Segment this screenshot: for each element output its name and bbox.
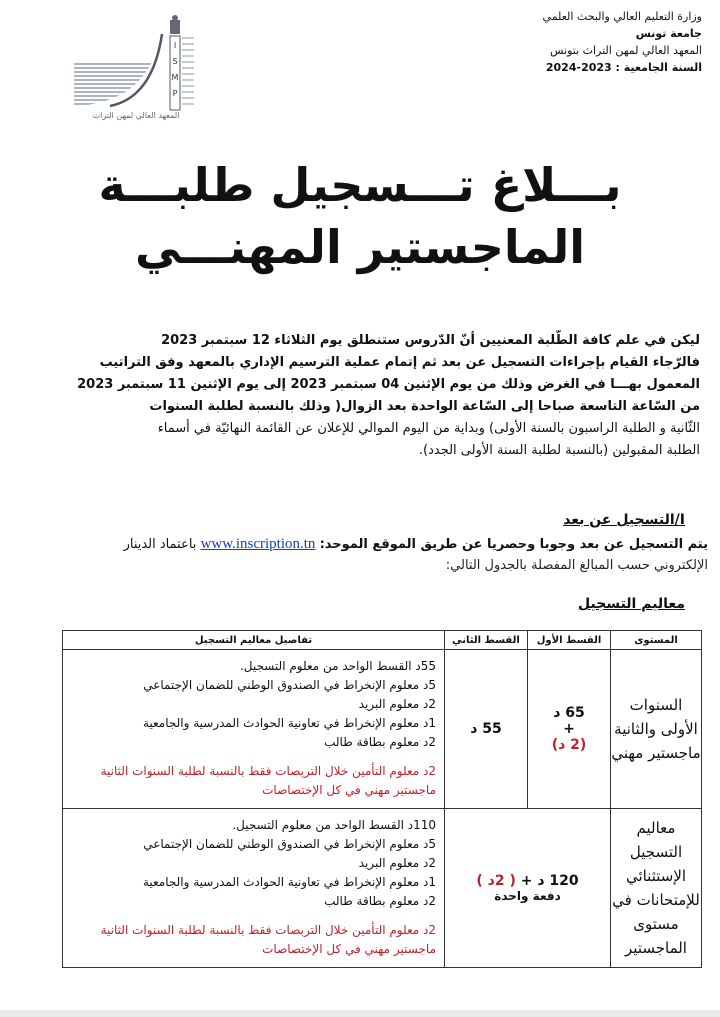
- intro-line: ليكن في علم كافة الطّلبة المعنيين أنّ الدّروس ستنطلق يوم الثلاثاء 12 سبتمبر 2023: [161, 333, 700, 348]
- intro-line: الثّانية و الطلبة الراسبون بالسنة الأولى) وبداية من اليوم الموالي للإعلان عن القائمة النهائيّة في أسماء: [157, 421, 700, 436]
- section-heading-remote-registration: I/التسجيل عن بعد: [563, 512, 685, 528]
- announcement-title-line2: الماجستير المهنـــي: [134, 220, 586, 274]
- page-bottom-edge: [0, 1010, 720, 1017]
- table-row: [63, 809, 702, 968]
- inscription-link[interactable]: www.inscription.tn: [200, 536, 316, 552]
- announcement-title-line1: بـــلاغ تـــسجيل طلبـــة: [98, 158, 622, 212]
- intro-paragraph: [60, 330, 700, 462]
- insurance-note: 2د معلوم التأمين خلال التربصات فقط بالنسبة لطلبة السنوات الثانية ماجستير مهني في كل الإختصاصات: [100, 763, 436, 797]
- combined-fee-insurance: ( 2د ): [476, 873, 516, 889]
- header-level: المستوى: [611, 631, 702, 650]
- registration-instruction: يتم التسجيل عن بعد وجوبا وحصريا عن طريق الموقع الموحد:: [319, 537, 708, 552]
- combined-fee-line: [445, 873, 610, 889]
- university-name: جامعة تونس: [635, 27, 702, 40]
- ministry-name: وزارة التعليم العالي والبحث العلمي: [542, 10, 702, 23]
- detail-item: 2د معلوم بطاقة طالب: [324, 893, 436, 908]
- insurance-note: 2د معلوم التأمين خلال التربصات فقط بالنسبة لطلبة السنوات الثانية ماجستير مهني في كل الإختصاصات: [100, 922, 436, 956]
- detail-item: 1د معلوم الإنخراط في تعاونية الحوادث المدرسية والجامعية: [142, 715, 436, 730]
- installment1-amount: 65 د: [553, 705, 585, 721]
- academic-year: السنة الجامعية : 2023-2024: [545, 61, 702, 74]
- detail-item: 5د معلوم الإنخراط في الصندوق الوطني للضمان الإجتماعي: [143, 836, 436, 851]
- svg-text:M: M: [171, 73, 179, 82]
- detail-item: 2د معلوم البريد: [358, 855, 436, 870]
- registration-instruction-line2: الإلكتروني حسب المبالغ المفصلة بالجدول التالي:: [445, 558, 708, 573]
- row-combined-fee: [445, 809, 611, 968]
- row-level: معاليم التسجيل الإستثنائي للإمتحانات في مستوى الماجستير: [611, 809, 702, 968]
- installment1-plus: +: [563, 721, 575, 737]
- detail-item: 55د القسط الواحد من معلوم التسجيل.: [239, 658, 436, 673]
- row-level: السنوات الأولى والثانية ماجستير مهني: [611, 650, 702, 809]
- intro-line: المعمول بهـــا في الغرض وذلك من يوم الإثنين 04 سبتمبر 2023 إلى يوم الإثنين 11 سبتمبر 2023: [77, 377, 700, 392]
- institute-logo-icon: [70, 14, 200, 124]
- svg-text:I: I: [173, 41, 177, 50]
- row-details: [63, 809, 445, 968]
- row-details: [63, 650, 445, 809]
- detail-item: 2د معلوم البريد: [358, 696, 436, 711]
- row-installment2: 55 د: [445, 650, 528, 809]
- installment1-insurance: (2 د): [551, 737, 587, 753]
- table-header-row: [63, 631, 702, 650]
- svg-text:S: S: [172, 57, 178, 66]
- detail-item: 5د معلوم الإنخراط في الصندوق الوطني للضمان الإجتماعي: [143, 677, 436, 692]
- header-installment2: القسط الثاني: [445, 631, 528, 650]
- institute-name: المعهد العالي لمهن التراث بتونس: [549, 44, 702, 57]
- header-installment1: القسط الأول: [528, 631, 611, 650]
- intro-line: الطلبة المقبولين (بالنسبة لطلبة السنة الأولى الجدد).: [418, 443, 700, 458]
- fees-table: [62, 630, 702, 968]
- logo-caption: المعهد العالي لمهن التراث: [92, 111, 180, 120]
- combined-fee-sub: دفعة واحدة: [494, 889, 561, 903]
- header-details: تفاصيل معاليم التسجيل: [63, 631, 445, 650]
- detail-item: 1د معلوم الإنخراط في تعاونية الحوادث المدرسية والجامعية: [142, 874, 436, 889]
- detail-item: 110د القسط الواحد من معلوم التسجيل.: [232, 817, 436, 832]
- ministry-header: [422, 8, 702, 76]
- detail-item: 2د معلوم بطاقة طالب: [324, 734, 436, 749]
- table-row: [63, 650, 702, 809]
- registration-instruction-tail: باعتماد الدينار: [123, 537, 197, 552]
- intro-line: فالرّجاء القيام بإجراءات التسجيل عن بعد ثم إتمام عملية الترسيم الإداري بالمعهد وفق التراتيب: [99, 355, 700, 370]
- row-installment1: [528, 650, 611, 809]
- svg-text:P: P: [172, 89, 178, 98]
- intro-line: من السّاعة التاسعة صباحا إلى السّاعة الواحدة بعد الزوال( وذلك بالنسبة لطلبة السنوات: [149, 399, 700, 414]
- section-remote-registration-text: [8, 536, 708, 553]
- fees-heading: معاليم التسجيل: [578, 596, 685, 612]
- combined-fee-amount: 120 د +: [520, 873, 579, 889]
